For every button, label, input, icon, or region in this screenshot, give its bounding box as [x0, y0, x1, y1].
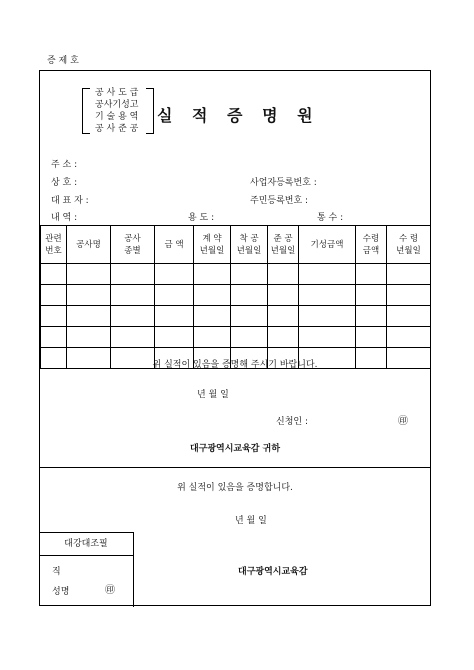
request-addressee: 대구광역시교육감 귀하	[189, 444, 281, 454]
table-row	[41, 285, 431, 306]
document-title: 실 적 증 명 원	[157, 106, 320, 125]
table-cell	[299, 264, 356, 285]
header-label: 수 령 년월일	[396, 233, 421, 256]
resident-registration-field: 주민등록번호 :	[250, 196, 309, 206]
header-progress-amount	[299, 226, 356, 264]
header-label: 공사 종별	[124, 233, 141, 256]
table-row	[41, 306, 431, 327]
request-date: 년 월 일	[197, 390, 229, 400]
table-cell	[231, 285, 268, 306]
seal-icon: ㊞	[398, 416, 408, 427]
table-cell	[194, 264, 231, 285]
certificate-number-label: 증 제 호	[47, 56, 79, 66]
table-cell	[268, 306, 299, 327]
table-cell	[231, 306, 268, 327]
content-field: 내 역 :	[51, 213, 78, 223]
header-project-name	[67, 226, 111, 264]
table-cell	[111, 264, 155, 285]
header-project-type	[111, 226, 155, 264]
table-cell	[111, 285, 155, 306]
table-cell	[268, 327, 299, 348]
header-label: 관련 번호	[45, 233, 62, 256]
table-cell	[356, 264, 387, 285]
kind-list	[95, 87, 138, 135]
table-header-row	[41, 226, 431, 264]
table-cell	[41, 285, 67, 306]
table-cell	[268, 264, 299, 285]
table-cell	[387, 285, 431, 306]
table-cell	[231, 264, 268, 285]
table-cell	[194, 327, 231, 348]
table-cell	[41, 327, 67, 348]
table-cell	[155, 327, 194, 348]
header-received-date	[387, 226, 431, 264]
table-cell	[231, 327, 268, 348]
header-label: 금 액	[164, 239, 184, 250]
header-label: 착 공 년월일	[236, 233, 262, 256]
header-completion-date	[268, 226, 299, 264]
table-cell	[41, 306, 67, 327]
header-contract-date	[194, 226, 231, 264]
table-cell	[268, 285, 299, 306]
header-label: 기성금액	[310, 239, 344, 250]
table-row	[41, 264, 431, 285]
seal-icon: ㊞	[105, 585, 115, 596]
table-cell	[387, 327, 431, 348]
table-cell	[67, 264, 111, 285]
purpose-field: 용 도 :	[188, 213, 215, 223]
kind-item: 기 술 용 역	[95, 112, 139, 122]
certify-statement: 위 실적이 있음을 증명합니다.	[177, 483, 293, 493]
header-received-amount	[356, 226, 387, 264]
header-label: 계 약 년월일	[199, 233, 225, 256]
company-field: 상 호 :	[51, 178, 78, 188]
table-cell	[67, 327, 111, 348]
table-cell	[194, 306, 231, 327]
business-registration-field: 사업자등록번호 :	[250, 178, 317, 188]
table-cell	[111, 306, 155, 327]
table-cell	[155, 306, 194, 327]
issuer-name: 대구광역시교육감	[238, 567, 308, 577]
table-cell	[299, 306, 356, 327]
header-related-no	[41, 226, 67, 264]
kind-item: 공 사 도 급	[95, 88, 139, 98]
table-cell	[299, 327, 356, 348]
table-cell	[67, 306, 111, 327]
address-field: 주 소 :	[51, 160, 78, 170]
verification-box	[39, 532, 134, 607]
table-cell	[111, 327, 155, 348]
verification-box-header: 대강대조필	[39, 533, 133, 556]
request-statement: 위 실적이 있음을 증명해 주시기 바랍니다.	[152, 360, 318, 370]
kind-item: 공사기성고	[95, 100, 139, 110]
table-cell	[387, 306, 431, 327]
table-cell	[67, 285, 111, 306]
header-amount	[155, 226, 194, 264]
table-cell	[155, 285, 194, 306]
records-table	[40, 225, 431, 369]
header-label: 수령 금액	[362, 233, 380, 256]
header-label: 공사명	[76, 239, 101, 250]
table-cell	[356, 327, 387, 348]
applicant-label: 신청인 :	[276, 417, 308, 427]
kind-item: 공 사 준 공	[95, 124, 139, 134]
table-cell	[194, 285, 231, 306]
table-cell	[299, 285, 356, 306]
table-row	[41, 327, 431, 348]
table-cell	[387, 264, 431, 285]
header-start-date	[231, 226, 268, 264]
count-field: 통 수 :	[317, 213, 344, 223]
table-cell	[41, 264, 67, 285]
table-cell	[356, 306, 387, 327]
table-cell	[155, 264, 194, 285]
table-cell	[356, 285, 387, 306]
header-label: 준 공 년월일	[270, 233, 296, 256]
position-label: 직	[52, 567, 61, 577]
name-label: 성명	[52, 587, 70, 597]
section-divider	[40, 467, 430, 468]
representative-field: 대 표 자 :	[51, 196, 89, 206]
certify-date: 년 월 일	[235, 516, 267, 526]
